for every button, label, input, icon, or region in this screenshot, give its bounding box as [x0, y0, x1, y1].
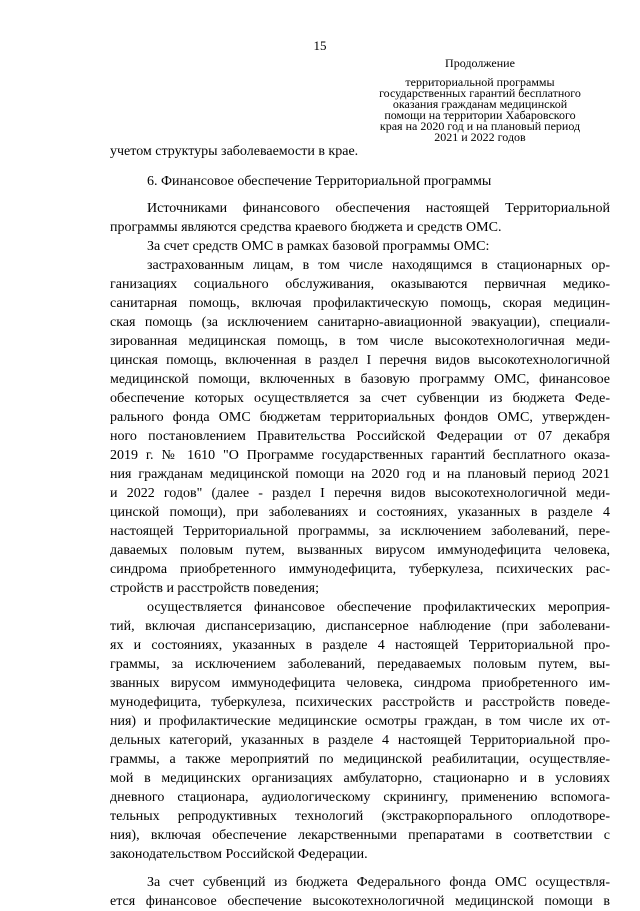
header-continuation: Продолжение [445, 56, 515, 70]
header-line: помощи на территории Хабаровского [384, 108, 576, 122]
text-line: осуществляется финансовое обеспечение профилактических мероприя- [147, 600, 610, 615]
document-header [360, 58, 600, 143]
text-line: синдрома приобретенного иммунодефицита, туберкулеза, психических рас- [110, 562, 610, 577]
text-line: Источниками финансового обеспечения настоящей Территориальной [147, 201, 610, 216]
text-line: ская помощь (за исключением санитарно-авиационной эвакуации), специали- [110, 315, 610, 330]
section-heading: 6. Финансовое обеспечение Территориальной программы [147, 174, 492, 189]
page-number: 15 [313, 38, 327, 53]
text-line: званных вирусом иммунодефицита человека, синдрома приобретенного им- [110, 676, 610, 691]
paragraph-gap [110, 864, 610, 873]
text-line: тельных репродуктивных технологий (экстракорпорального оплодотворе- [110, 809, 610, 824]
text-line: дневного стационара, аудиологическому скринингу, применению вспомога- [110, 790, 610, 805]
text-line: учетом структуры заболеваемости в крае. [110, 144, 359, 159]
text-line: ния) и профилактические медицинские осмотры граждан, в том числе их от- [110, 714, 610, 729]
text-line: ния гражданам медицинской помощи на 2020 год и на плановый период 2021 [110, 467, 610, 482]
paragraph-4 [110, 256, 610, 598]
paragraph-3 [110, 237, 610, 256]
text-line: санитарная помощь, включая профилактическую помощь, скорая медицин- [110, 296, 610, 311]
text-line: ного постановлением Правительства Российской Федерации от 07 декабря [110, 429, 610, 444]
text-line: настоящей Территориальной программы, за исключением заболеваний, пере- [110, 524, 610, 539]
header-line: территориальной программы [405, 75, 555, 89]
text-line: медицинской помощи, включенных в базовую программу ОМС, финансовое [110, 372, 610, 387]
paragraph-6 [110, 873, 610, 911]
text-line: застрахованным лицам, в том числе находящимся в стационарных ор- [147, 258, 610, 273]
text-line: цинской помощи), при заболеваниях и состояниях, указанных в разделе 4 [110, 505, 610, 520]
text-line: рального фонда ОМС бюджетам территориальных фондов ОМС, утвержден- [110, 410, 610, 425]
header-line: края на 2020 год и на плановый период [379, 119, 581, 133]
text-line: За счет субвенций из бюджета Федерального фонда ОМС осуществля- [147, 875, 610, 890]
text-line: зированная медицинская помощь, в том числе высокотехнологичная меди- [110, 334, 610, 349]
text-line: граммы, а также мероприятий по медицинской реабилитации, осуществляе- [110, 752, 610, 767]
document-body [110, 142, 610, 911]
text-line: мунодефицита, туберкулеза, психических расстройств и расстройств поведе- [110, 695, 610, 710]
text-line: цинская помощь, включенная в раздел I перечня видов высокотехнологичной [110, 353, 610, 368]
text-line: граммы, за исключением заболеваний, передаваемых половым путем, вы- [110, 657, 610, 672]
text-line: ганизациях социального обслуживания, оказываются первичная медико- [110, 277, 610, 292]
text-line: ния), включая обеспечение лекарственными препаратами в соответствии с [110, 828, 610, 843]
header-line: 2021 и 2022 годов [434, 130, 526, 144]
paragraph-1 [110, 142, 610, 161]
paragraph-5 [110, 598, 610, 864]
text-line: и 2022 годов" (далее - раздел I перечня видов высокотехнологичной меди- [110, 486, 610, 501]
text-line: ется финансовое обеспечение высокотехнологичной медицинской помощи в [110, 894, 610, 909]
header-line: оказания гражданам медицинской [392, 97, 568, 111]
text-line: стройств и расстройств поведения; [110, 581, 319, 596]
text-line: обеспечение которых осуществляется за счет субвенции из бюджета Феде- [110, 391, 610, 406]
header-line: государственных гарантий бесплатного [379, 86, 581, 100]
text-line: ях и состояниях, указанных в разделе 4 настоящей Территориальной про- [110, 638, 610, 653]
text-line: мой в медицинских организациях амбулаторно, стационарно и в условиях [110, 771, 610, 786]
text-line: За счет средств ОМС в рамках базовой программы ОМС: [147, 239, 490, 254]
paragraph-2 [110, 199, 610, 237]
text-line: программы являются средства краевого бюджета и средств ОМС. [110, 220, 502, 235]
text-line: законодательством Российской Федерации. [110, 847, 368, 862]
text-line: тий, включая диспансеризацию, диспансерное наблюдение (при заболевани- [110, 619, 610, 634]
text-line: 2019 г. № 1610 "О Программе государственных гарантий бесплатного оказа- [110, 448, 610, 463]
text-line: даваемых половым путем, вызванных вирусом иммунодефицита человека, [110, 543, 610, 558]
text-line: дельных категорий, указанных в разделе 4 настоящей Территориальной про- [110, 733, 610, 748]
